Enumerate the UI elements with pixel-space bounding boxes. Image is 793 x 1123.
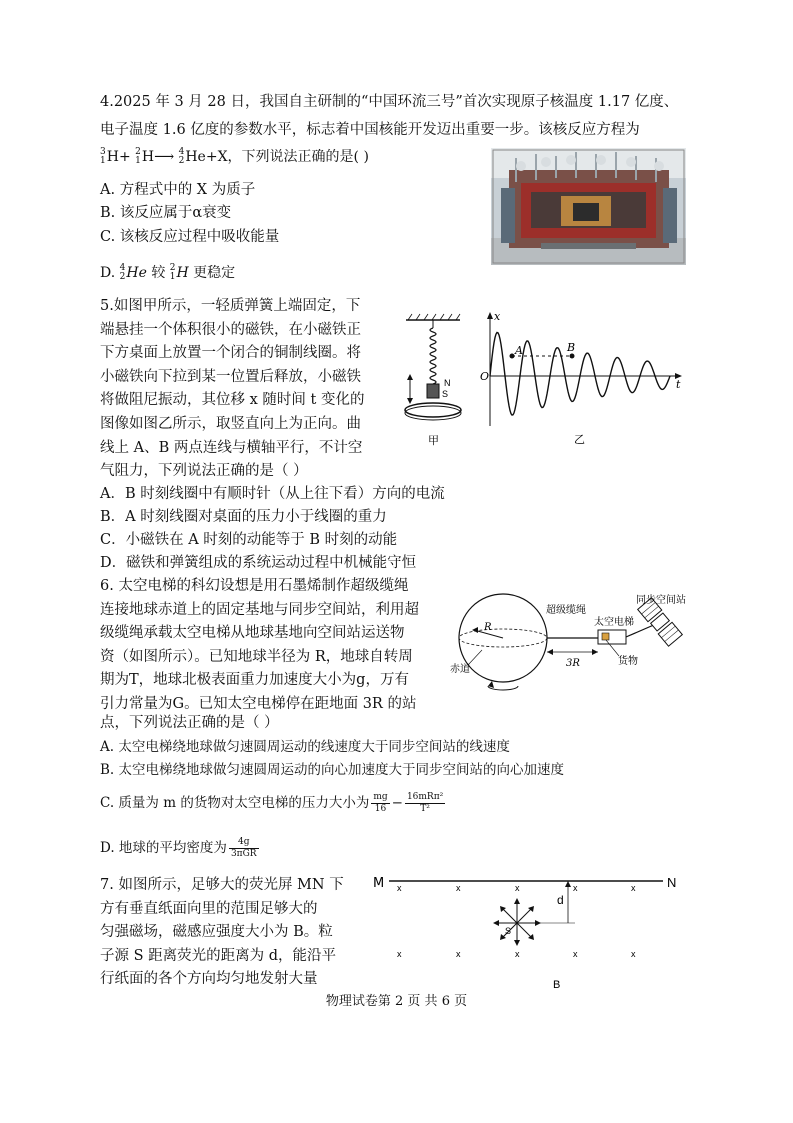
q4-option-b: B. 该反应属于α衰变 [100,205,232,221]
q5-stem-line: 端悬挂一个体积很小的磁铁，在小磁铁正 [100,322,361,338]
q5-stem-line: 小磁铁向下拉到某一位置后释放，小磁铁 [100,369,361,385]
source-s-label: S [505,926,512,936]
cable-label: 超级缆绳 [546,605,586,616]
q6-stem-line: 引力常量为G。已知太空电梯停在距地面 3R 的站 [100,696,417,712]
q5-option-c: C．小磁铁在 A 时刻的动能等于 B 时刻的动能 [100,532,398,548]
fig-yi-caption: 乙 [574,433,585,446]
magnet-s-label: S [442,389,449,399]
q7-stem-line: 7. 如图所示，足够大的荧光屏 MN 下 [100,877,344,893]
q4-option-d: D. 4 2 He 较 2 1 H 更稳定 [100,263,236,282]
svg-text:x: x [397,883,402,893]
cargo-label: 货物 [618,656,638,667]
svg-text:x: x [631,949,636,959]
field-crosses-row-1 [397,883,636,893]
q5-stem-line: 线上 A、B 两点连线与横轴平行，不计空 [100,440,363,456]
q7-stem-line: 匀强磁场，磁感应强度大小为 B。粒 [100,924,333,940]
q5-option-a: A．B 时刻线圈中有顺时针（从上往下看）方向的电流 [100,486,445,502]
q5-figure-jia [398,312,478,452]
q5-option-d: D．磁铁和弹簧组成的系统运动过程中机械能守恒 [100,555,417,571]
tokamak-photo [491,148,686,265]
q6-option-c: C. 质量为 m 的货物对太空电梯的压力大小为 $\frac{mg}{16}$ − $\frac{\text{16mRπ²}}{\text{T²}}$ [100,792,444,814]
point-b-label: B [567,341,576,354]
svg-text:x: x [515,883,520,893]
q5-stem-line: 5.如图甲所示，一轻质弹簧上端固定，下 [100,298,361,314]
page-footer: 物理试卷第 2 页 共 6 页 [325,994,468,1009]
station-label: 同步空间站 [636,595,686,606]
h2-nuclide-indices: 2 1 [135,147,141,166]
q5-stem-line: 下方桌面上放置一个闭合的铜制线圈。将 [100,345,361,361]
axis-x-label: x [494,310,501,323]
field-crosses-row-2 [397,949,636,959]
q7-stem-line: 方有垂直纸面向里的范围足够大的 [100,901,318,917]
fig-jia-caption: 甲 [428,434,439,447]
svg-text:x: x [397,949,402,959]
q5-option-b: B．A 时刻线圈对桌面的压力小于线圈的重力 [100,509,387,525]
q4-stem-line-1: 4.2025 年 3 月 28 日，我国自主研制的“中国环流三号”首次实现原子核温度 1.17 亿度、 [100,94,679,110]
magnet-n-label: N [444,378,451,388]
elevator-label: 太空电梯 [594,617,634,628]
q5-stem-line: 将做阻尼振动，其位移 x 随时间 t 变化的 [100,392,365,408]
screen-n-label: N [667,875,677,890]
he4-nuclide-indices: 4 2 [178,147,185,166]
q6-stem-line: 连接地球赤道上的固定基地与同步空间站，利用超 [100,602,419,618]
radius-label: R [484,622,492,633]
svg-text:x: x [515,949,520,959]
distance-3r-label: 3R [566,658,580,669]
q5-stem-line: 图像如图乙所示，取竖直向上为正向。曲 [100,416,361,432]
q7-stem-line: 行纸面的各个方向均匀地发射大量 [100,971,318,987]
svg-text:x: x [456,883,461,893]
q6-space-elevator-figure [448,586,698,696]
q6-stem-line: 级缆绳承载太空电梯从地球基地向空间站运送物 [100,625,405,641]
q6-stem-line: 期为T，地球北极表面重力加速度大小为g，万有 [100,672,409,688]
q4-option-a: A. 方程式中的 X 为质子 [100,182,256,198]
equator-label: 赤道 [450,664,470,675]
axis-t-label: t [676,378,681,391]
svg-text:x: x [573,949,578,959]
h3-nuclide-indices: 3 1 [100,147,106,166]
q6-option-b: B. 太空电梯绕地球做匀速圆周运动的向心加速度大于同步空间站的向心加速度 [100,762,565,778]
q6-stem-line: 资（如图所示）。已知地球半径为 R，地球自转周 [100,649,413,665]
q5-stem-line: 气阻力，下列说法正确的是（ ） [100,463,308,479]
point-a-label: A [515,344,523,357]
q6-option-a: A. 太空电梯绕地球做匀速圆周运动的线速度大于同步空间站的线速度 [100,739,510,755]
q6-stem-line: 6. 太空电梯的科幻设想是用石墨烯制作超级缆绳 [100,578,409,594]
q7-stem-line: 子源 S 距离荧光的距离为 d，能沿平 [100,948,337,964]
screen-m-label: M [373,876,385,891]
q4-stem-line-2: 电子温度 1.6 亿度的参数水平，标志着中国核能开发迈出重要一步。该核反应方程为 [100,122,640,138]
q4-reaction-equation: 3 1 H+ 2 1 H⟶ 4 2 He+X，下列说法正确的是( ) [100,147,369,166]
svg-text:x: x [456,949,461,959]
svg-text:x: x [631,883,636,893]
origin-label: O [480,370,490,383]
q7-magnetic-field-figure [365,868,685,993]
q4-option-c: C. 该核反应过程中吸收能量 [100,229,280,245]
svg-text:x: x [573,883,578,893]
distance-d-label: d [557,893,564,907]
field-b-label: B [553,979,561,991]
q6-stem-line: 点，下列说法正确的是（ ） [100,715,279,731]
q5-figure-yi [478,308,698,448]
q6-option-d: D. 地球的平均密度为 $\frac{4g}{\text{3πGR}}$ [100,837,257,859]
